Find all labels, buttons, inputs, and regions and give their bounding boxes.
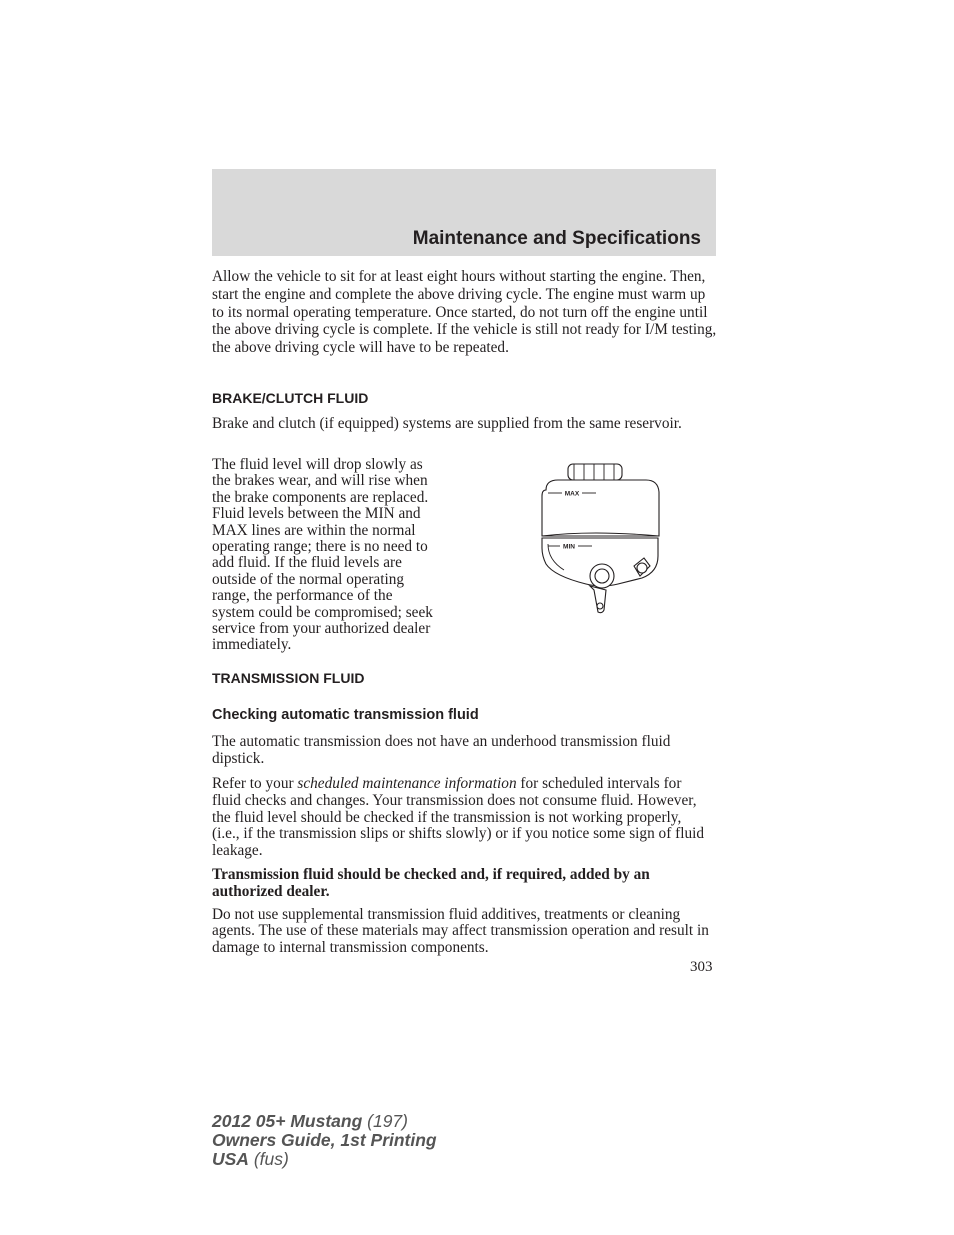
paragraph-line: immediately.: [212, 636, 292, 654]
footer-model-code: (197): [362, 1111, 408, 1131]
paragraph-line: the brakes wear, and will rise when: [212, 472, 428, 490]
maintenance-reference: scheduled maintenance information: [297, 775, 517, 792]
brake-fluid-reservoir-icon: [532, 460, 664, 620]
transmission-paragraph-2: [212, 776, 712, 860]
brake-clutch-paragraph-2: [212, 457, 512, 654]
paragraph-line: add fluid. If the fluid levels are: [212, 554, 402, 572]
transmission-subheading: Checking automatic transmission fluid: [212, 707, 479, 723]
footer-model: 2012 05+ Mustang: [212, 1111, 363, 1131]
transmission-warning: Transmission fluid should be checked and, if required, added by an authorized dealer.: [212, 866, 650, 900]
max-label: MAX: [564, 490, 580, 498]
document-footer: [212, 1112, 437, 1169]
paragraph-line: range, the performance of the: [212, 587, 393, 605]
brake-clutch-paragraph-1: Brake and clutch (if equipped) systems are supplied from the same reservoir.: [212, 415, 682, 432]
section-header-band: [212, 169, 716, 256]
paragraph-line: the brake components are replaced.: [212, 488, 429, 506]
footer-guide: Owners Guide, 1st Printing: [212, 1130, 437, 1150]
paragraph-text: for scheduled intervals for fluid checks and changes. Your transmission does not consume fluid. However, the fluid level should be checked if the transmission is not working properly, (i.e., if the transmission slips or shifts slowly) or if you notice some sign of fluid leakage.: [212, 775, 705, 860]
footer-region: USA: [212, 1149, 249, 1169]
footer-region-code: (fus): [248, 1149, 289, 1169]
paragraph-line: outside of the normal operating: [212, 570, 405, 588]
paragraph-line: service from your authorized dealer: [212, 620, 431, 638]
paragraph-line: operating range; there is no need to: [212, 538, 428, 556]
intro-paragraph: Allow the vehicle to sit for at least eight hours without starting the engine. Then, start the engine and complete the above driving cycle. The engine must warm up to its normal operating temperature. Once started, do not turn off the engine until the above driving cycle is complete. If the vehicle is still not ready for I/M testing, the above driving cycle will have to be repeated.: [212, 268, 717, 357]
paragraph-text: Refer to your: [212, 775, 298, 792]
paragraph-line: MAX lines are within the normal: [212, 521, 416, 539]
transmission-paragraph-1: The automatic transmission does not have an underhood transmission fluid dipstick.: [212, 733, 671, 767]
paragraph-line: Fluid levels between the MIN and: [212, 505, 421, 523]
section-title: Maintenance and Specifications: [412, 228, 701, 249]
transmission-heading: TRANSMISSION FLUID: [212, 670, 365, 686]
brake-clutch-heading: BRAKE/CLUTCH FLUID: [212, 390, 369, 406]
paragraph-line: The fluid level will drop slowly as: [212, 456, 423, 473]
page-number: 303: [690, 959, 713, 975]
min-label: MIN: [563, 543, 575, 551]
transmission-paragraph-4: Do not use supplemental transmission fluid additives, treatments or cleaning agents. The use of these materials may affect transmission operation and result in damage to internal transmission components.: [212, 906, 709, 956]
paragraph-line: system could be compromised; seek: [212, 603, 433, 621]
